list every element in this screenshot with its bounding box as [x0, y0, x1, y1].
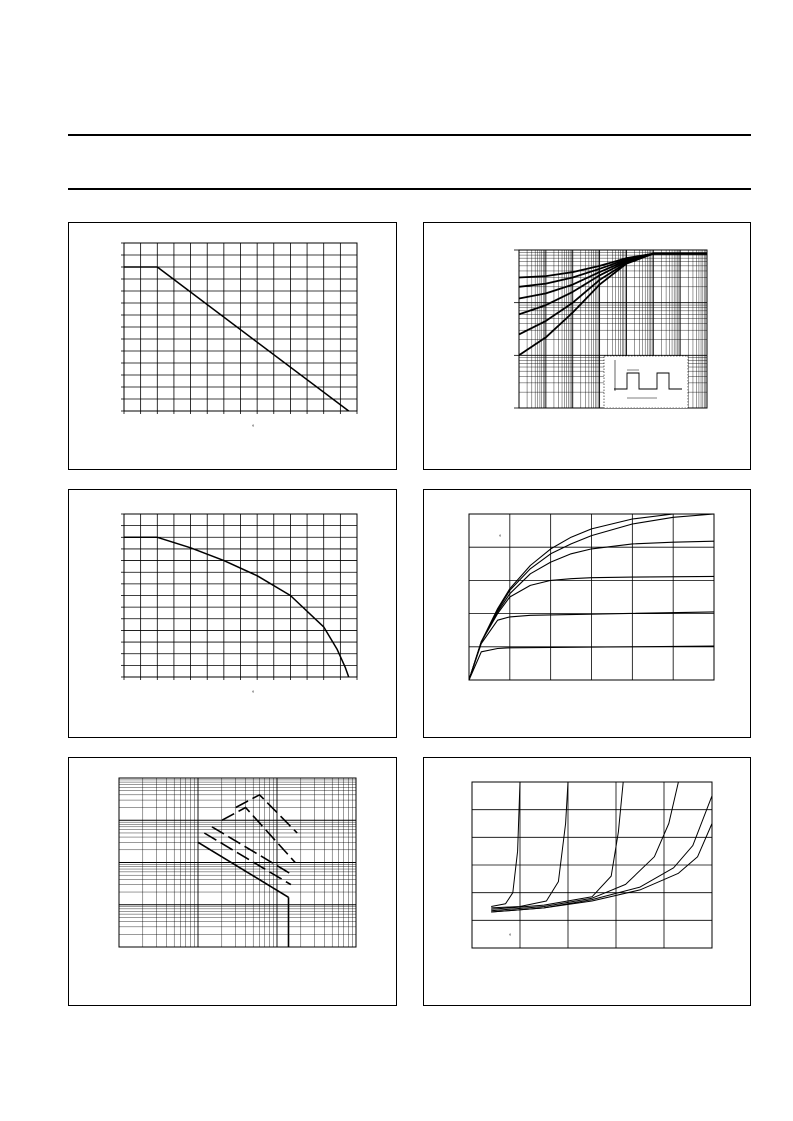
series-line-3 [212, 827, 293, 875]
figure-panel-1 [68, 222, 397, 470]
grid [119, 778, 356, 947]
inset-pulse-diagram [604, 356, 688, 408]
series-line-4 [204, 833, 291, 885]
series-line-2 [222, 808, 295, 863]
annotation-1: ° [499, 535, 502, 541]
chart-5-svg [69, 758, 396, 1005]
figure-panel-2 [423, 222, 751, 470]
figure-panel-4 [423, 489, 751, 738]
annotation-1: ° [509, 934, 512, 940]
chart-3-svg [69, 490, 396, 737]
chart-2-svg [424, 223, 750, 469]
header-rule-bottom [68, 188, 751, 190]
annotation-1: ° [252, 691, 255, 697]
header-rule-top [68, 134, 751, 136]
inset-frame [604, 356, 688, 408]
series-line-6 [491, 824, 712, 913]
series-line-1 [491, 782, 520, 907]
chart-1-svg [69, 223, 396, 469]
figure-panel-3 [68, 489, 397, 738]
figure-panel-6 [423, 757, 751, 1006]
series-line-1 [236, 795, 298, 833]
axis-ticks [121, 514, 357, 680]
figure-panel-5 [68, 757, 397, 1006]
chart-4-svg [424, 490, 750, 737]
annotation-1: ° [252, 425, 255, 431]
series-line-5 [198, 842, 289, 897]
chart-6-svg [424, 758, 750, 1005]
series-line-3 [491, 782, 623, 909]
series-line-2 [491, 782, 568, 908]
y-axis-ticks [514, 250, 519, 408]
